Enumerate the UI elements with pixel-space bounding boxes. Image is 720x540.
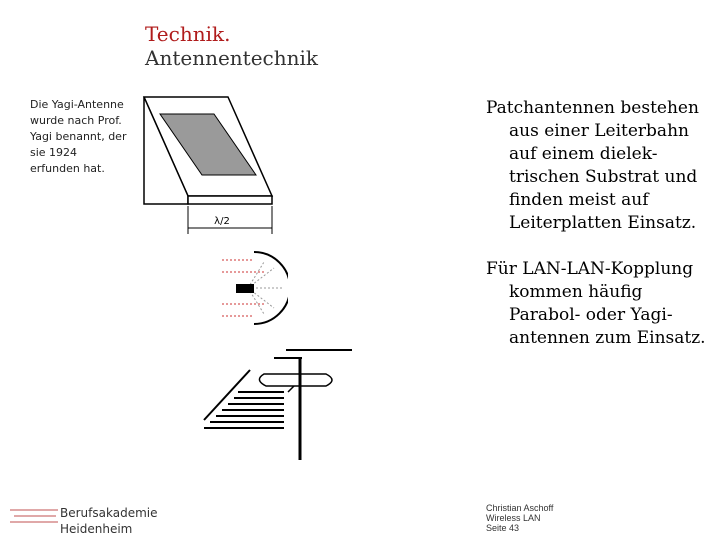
bullet-lan-coupling: Für LAN-LAN-Kopplung kommen häufig Parabol- oder Yagi-antennen zum Einsatz. — [486, 259, 706, 348]
yagi-antenna-figure — [200, 348, 360, 466]
institution-line-2: Heidenheim — [60, 522, 133, 536]
author-name: Christian Aschoff — [486, 503, 554, 513]
yagi-caption: Die Yagi-Antenne wurde nach Prof. Yagi benannt, der sie 1924 erfunden hat. — [30, 98, 127, 175]
bullet-list — [486, 97, 716, 373]
author-block — [486, 503, 553, 533]
ba-logo — [8, 500, 60, 530]
patch-lambda-label: λ/2 — [214, 216, 230, 227]
institution-name — [60, 505, 157, 537]
bullet-patch-antennas: Patchantennen bestehen aus einer Leiterbahn auf einem dielek-trischen Substrat und finden meist auf Leiterplatten Einsatz. — [486, 98, 699, 233]
feed-element — [236, 284, 254, 293]
page-title — [145, 22, 318, 70]
page-number: Seite 43 — [486, 523, 520, 533]
title-line-2: Antennentechnik — [145, 46, 319, 70]
institution-line-1: Berufsakademie — [60, 506, 158, 520]
parabolic-antenna-figure — [218, 248, 288, 328]
patch-antenna-figure — [140, 92, 280, 237]
title-line-1: Technik. — [145, 22, 231, 46]
course-name: Wireless LAN — [486, 513, 541, 523]
